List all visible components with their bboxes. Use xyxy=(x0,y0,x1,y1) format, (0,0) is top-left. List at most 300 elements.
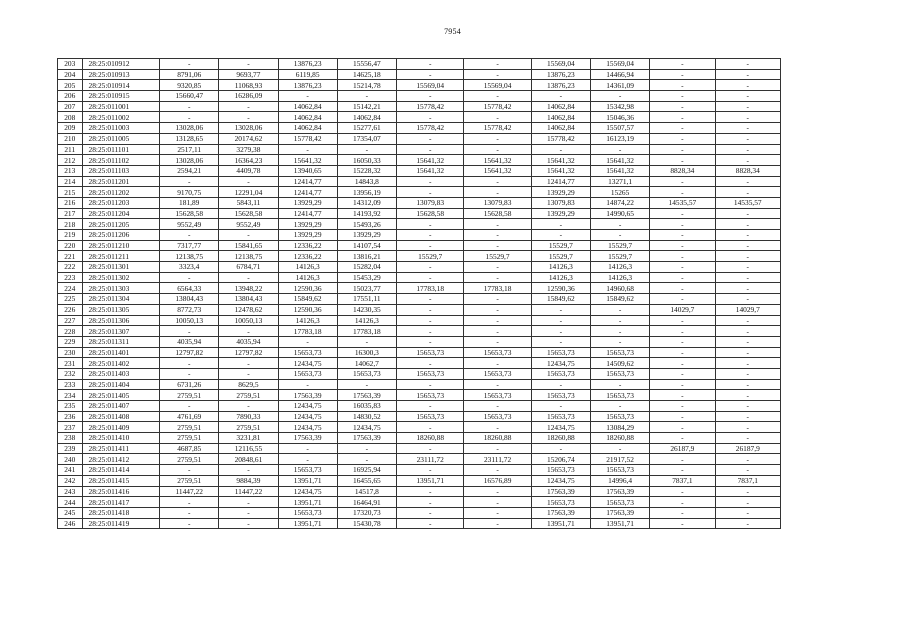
value-cell: 13951,71 xyxy=(278,475,337,486)
value-cell: 9552,49 xyxy=(160,219,219,230)
value-cell: - xyxy=(531,91,590,102)
cadastral-value-table xyxy=(57,58,781,529)
value-cell: - xyxy=(219,401,278,412)
value-cell: - xyxy=(650,230,715,241)
value-cell: - xyxy=(650,283,715,294)
value-cell: 14062,84 xyxy=(278,101,337,112)
value-cell: 4035,94 xyxy=(219,336,278,347)
value-cell: - xyxy=(396,507,463,518)
table-row xyxy=(58,133,781,144)
value-cell: 17783,18 xyxy=(396,283,463,294)
value-cell: - xyxy=(715,101,780,112)
value-cell: - xyxy=(396,315,463,326)
value-cell: 15282,04 xyxy=(337,262,396,273)
value-cell: 13079,83 xyxy=(531,197,590,208)
value-cell: 14062,84 xyxy=(531,123,590,134)
value-cell: 15556,47 xyxy=(337,59,396,70)
cadastral-quarter-cell: 28:25:011411 xyxy=(82,443,160,454)
value-cell: 15493,26 xyxy=(337,219,396,230)
cadastral-quarter-cell: 28:25:011418 xyxy=(82,507,160,518)
value-cell: 8791,06 xyxy=(160,69,219,80)
value-cell: 5843,11 xyxy=(219,197,278,208)
value-cell: 14517,8 xyxy=(337,486,396,497)
value-cell: 14193,92 xyxy=(337,208,396,219)
value-cell: 12434,75 xyxy=(278,422,337,433)
value-cell: - xyxy=(715,230,780,241)
value-cell: - xyxy=(715,411,780,422)
value-cell: 9552,49 xyxy=(219,219,278,230)
value-cell: 13876,23 xyxy=(531,80,590,91)
value-cell: 14535,57 xyxy=(650,197,715,208)
value-cell: - xyxy=(650,240,715,251)
value-cell: 12434,75 xyxy=(337,422,396,433)
table-row xyxy=(58,422,781,433)
value-cell: 9884,39 xyxy=(219,475,278,486)
value-cell: - xyxy=(715,262,780,273)
value-cell: 15849,62 xyxy=(531,294,590,305)
value-cell: 16576,89 xyxy=(464,475,531,486)
value-cell: - xyxy=(715,240,780,251)
row-number-cell: 241 xyxy=(58,465,83,476)
value-cell: 13951,71 xyxy=(278,497,337,508)
value-cell: 15653,73 xyxy=(464,368,531,379)
value-cell: - xyxy=(337,379,396,390)
table-row xyxy=(58,401,781,412)
value-cell: 15529,7 xyxy=(590,240,649,251)
value-cell: 16050,33 xyxy=(337,155,396,166)
value-cell: - xyxy=(396,240,463,251)
value-cell: 13951,71 xyxy=(396,475,463,486)
value-cell: 3231,81 xyxy=(219,433,278,444)
value-cell: 15342,98 xyxy=(590,101,649,112)
value-cell: - xyxy=(715,283,780,294)
value-cell: - xyxy=(464,326,531,337)
value-cell: 9320,85 xyxy=(160,80,219,91)
table-row xyxy=(58,144,781,155)
value-cell: 15641,32 xyxy=(396,155,463,166)
value-cell: - xyxy=(219,358,278,369)
value-cell: - xyxy=(590,315,649,326)
value-cell: 13804,43 xyxy=(219,294,278,305)
value-cell: 12414,77 xyxy=(531,176,590,187)
value-cell: - xyxy=(590,304,649,315)
value-cell: - xyxy=(590,144,649,155)
value-cell: 2759,51 xyxy=(160,422,219,433)
cadastral-quarter-cell: 28:25:011412 xyxy=(82,454,160,465)
value-cell: - xyxy=(278,91,337,102)
table-row xyxy=(58,454,781,465)
table-row xyxy=(58,486,781,497)
value-cell: 15653,73 xyxy=(396,390,463,401)
value-cell: 7890,33 xyxy=(219,411,278,422)
value-cell: 6564,33 xyxy=(160,283,219,294)
value-cell: 17551,11 xyxy=(337,294,396,305)
value-cell: - xyxy=(278,379,337,390)
value-cell: - xyxy=(715,368,780,379)
value-cell: - xyxy=(715,518,780,529)
value-cell: 12434,75 xyxy=(278,358,337,369)
value-cell: 13804,43 xyxy=(160,294,219,305)
value-cell: 13929,29 xyxy=(337,230,396,241)
value-cell: 12797,82 xyxy=(160,347,219,358)
cadastral-quarter-cell: 28:25:011403 xyxy=(82,368,160,379)
value-cell: 12414,77 xyxy=(278,187,337,198)
value-cell: - xyxy=(531,315,590,326)
table-row xyxy=(58,347,781,358)
value-cell: - xyxy=(715,59,780,70)
value-cell: 12797,82 xyxy=(219,347,278,358)
value-cell: - xyxy=(219,368,278,379)
value-cell: - xyxy=(531,443,590,454)
value-cell: 13956,19 xyxy=(337,187,396,198)
row-number-cell: 221 xyxy=(58,251,83,262)
value-cell: 13028,06 xyxy=(160,123,219,134)
value-cell: - xyxy=(715,155,780,166)
value-cell: 13929,29 xyxy=(278,197,337,208)
value-cell: - xyxy=(715,507,780,518)
row-number-cell: 208 xyxy=(58,112,83,123)
value-cell: 13028,06 xyxy=(219,123,278,134)
cadastral-quarter-cell: 28:25:011414 xyxy=(82,465,160,476)
table-row xyxy=(58,155,781,166)
value-cell: 13929,29 xyxy=(278,219,337,230)
value-cell: 15265 xyxy=(590,187,649,198)
cadastral-quarter-cell: 28:25:011405 xyxy=(82,390,160,401)
table-row xyxy=(58,475,781,486)
table-row xyxy=(58,390,781,401)
value-cell: 10050,13 xyxy=(160,315,219,326)
value-cell: 15569,04 xyxy=(396,80,463,91)
value-cell: 3323,4 xyxy=(160,262,219,273)
table-row xyxy=(58,411,781,422)
value-cell: - xyxy=(650,315,715,326)
value-cell: - xyxy=(278,454,337,465)
cadastral-quarter-cell: 28:25:011005 xyxy=(82,133,160,144)
value-cell: 12414,77 xyxy=(278,208,337,219)
value-cell: - xyxy=(650,390,715,401)
table-row xyxy=(58,497,781,508)
cadastral-quarter-cell: 28:25:011101 xyxy=(82,144,160,155)
value-cell: - xyxy=(396,401,463,412)
value-cell: 12434,75 xyxy=(278,486,337,497)
value-cell: 15641,32 xyxy=(464,155,531,166)
value-cell: 15628,58 xyxy=(396,208,463,219)
value-cell: 13876,23 xyxy=(278,59,337,70)
row-number-cell: 226 xyxy=(58,304,83,315)
value-cell: - xyxy=(396,443,463,454)
value-cell: - xyxy=(464,144,531,155)
cadastral-quarter-cell: 28:25:011416 xyxy=(82,486,160,497)
table-row xyxy=(58,465,781,476)
value-cell: - xyxy=(590,336,649,347)
cadastral-quarter-cell: 28:25:011103 xyxy=(82,165,160,176)
value-cell: 9170,75 xyxy=(160,187,219,198)
value-cell: - xyxy=(715,465,780,476)
value-cell: - xyxy=(464,272,531,283)
value-cell: - xyxy=(396,326,463,337)
value-cell: 14126,3 xyxy=(531,272,590,283)
value-cell: 17563,39 xyxy=(590,486,649,497)
table-row xyxy=(58,368,781,379)
value-cell: 12291,04 xyxy=(219,187,278,198)
value-cell: 12434,75 xyxy=(531,422,590,433)
value-cell: - xyxy=(531,144,590,155)
cadastral-quarter-cell: 28:25:011201 xyxy=(82,176,160,187)
value-cell: 18260,88 xyxy=(590,433,649,444)
value-cell: 14126,3 xyxy=(531,262,590,273)
cadastral-quarter-cell: 28:25:011304 xyxy=(82,294,160,305)
cadastral-quarter-cell: 28:25:011407 xyxy=(82,401,160,412)
value-cell: - xyxy=(650,208,715,219)
cadastral-quarter-cell: 28:25:011307 xyxy=(82,326,160,337)
value-cell: - xyxy=(715,358,780,369)
value-cell: - xyxy=(160,101,219,112)
cadastral-quarter-cell: 28:25:011409 xyxy=(82,422,160,433)
value-cell: 15653,73 xyxy=(278,347,337,358)
value-cell: - xyxy=(650,507,715,518)
value-cell: - xyxy=(337,144,396,155)
value-cell: 26187,9 xyxy=(650,443,715,454)
row-number-cell: 227 xyxy=(58,315,83,326)
value-cell: - xyxy=(650,69,715,80)
value-cell: 16035,83 xyxy=(337,401,396,412)
value-cell: 15641,32 xyxy=(278,155,337,166)
value-cell: - xyxy=(219,176,278,187)
value-cell: 16464,91 xyxy=(337,497,396,508)
value-cell: 15653,73 xyxy=(531,390,590,401)
value-cell: 4035,94 xyxy=(160,336,219,347)
value-cell: - xyxy=(160,518,219,529)
value-cell: - xyxy=(590,443,649,454)
value-cell: 14535,57 xyxy=(715,197,780,208)
row-number-cell: 244 xyxy=(58,497,83,508)
value-cell: 14312,09 xyxy=(337,197,396,208)
table-row xyxy=(58,112,781,123)
value-cell: 15628,58 xyxy=(160,208,219,219)
value-cell: 15641,32 xyxy=(531,165,590,176)
value-cell: 14126,3 xyxy=(590,272,649,283)
cadastral-quarter-cell: 28:25:011203 xyxy=(82,197,160,208)
value-cell: - xyxy=(715,69,780,80)
value-cell: - xyxy=(650,133,715,144)
row-number-cell: 211 xyxy=(58,144,83,155)
value-cell: 8772,73 xyxy=(160,304,219,315)
value-cell: 15778,42 xyxy=(464,101,531,112)
value-cell: 13951,71 xyxy=(278,518,337,529)
value-cell: 15653,73 xyxy=(590,390,649,401)
value-cell: - xyxy=(715,133,780,144)
value-cell: 2759,51 xyxy=(160,475,219,486)
value-cell: - xyxy=(396,187,463,198)
value-cell: - xyxy=(160,176,219,187)
value-cell: 14126,3 xyxy=(278,272,337,283)
value-cell: 14126,3 xyxy=(278,262,337,273)
value-cell: 15206,74 xyxy=(531,454,590,465)
value-cell: - xyxy=(715,208,780,219)
value-cell: - xyxy=(531,230,590,241)
value-cell: - xyxy=(464,465,531,476)
value-cell: 2517,11 xyxy=(160,144,219,155)
value-cell: - xyxy=(160,497,219,508)
value-cell: 15841,65 xyxy=(219,240,278,251)
row-number-cell: 237 xyxy=(58,422,83,433)
value-cell: - xyxy=(219,465,278,476)
value-cell: 21917,52 xyxy=(590,454,649,465)
cadastral-quarter-cell: 28:25:011102 xyxy=(82,155,160,166)
value-cell: 14466,94 xyxy=(590,69,649,80)
value-cell: - xyxy=(396,304,463,315)
value-cell: 16455,65 xyxy=(337,475,396,486)
value-cell: 13028,06 xyxy=(160,155,219,166)
value-cell: - xyxy=(396,133,463,144)
value-cell: - xyxy=(337,336,396,347)
value-cell: 17354,07 xyxy=(337,133,396,144)
value-cell: 12590,36 xyxy=(278,283,337,294)
value-cell: - xyxy=(650,401,715,412)
cadastral-quarter-cell: 28:25:010915 xyxy=(82,91,160,102)
value-cell: 12478,62 xyxy=(219,304,278,315)
value-cell: 15778,42 xyxy=(278,133,337,144)
row-number-cell: 205 xyxy=(58,80,83,91)
value-cell: 16364,23 xyxy=(219,155,278,166)
value-cell: - xyxy=(396,422,463,433)
row-number-cell: 224 xyxy=(58,283,83,294)
value-cell: 7317,77 xyxy=(160,240,219,251)
value-cell: - xyxy=(160,507,219,518)
value-cell: 17563,39 xyxy=(531,486,590,497)
row-number-cell: 235 xyxy=(58,401,83,412)
row-number-cell: 240 xyxy=(58,454,83,465)
value-cell: 14126,3 xyxy=(278,315,337,326)
row-number-cell: 216 xyxy=(58,197,83,208)
value-cell: - xyxy=(590,379,649,390)
value-cell: - xyxy=(650,433,715,444)
value-cell: - xyxy=(650,518,715,529)
cadastral-quarter-cell: 28:25:011401 xyxy=(82,347,160,358)
value-cell: - xyxy=(464,240,531,251)
value-cell: - xyxy=(396,91,463,102)
table-row xyxy=(58,518,781,529)
value-cell: 15277,61 xyxy=(337,123,396,134)
value-cell: 11447,22 xyxy=(219,486,278,497)
value-cell: - xyxy=(337,91,396,102)
cadastral-quarter-cell: 28:25:011303 xyxy=(82,283,160,294)
value-cell: - xyxy=(464,176,531,187)
value-cell: - xyxy=(650,411,715,422)
value-cell: 13951,71 xyxy=(531,518,590,529)
cadastral-quarter-cell: 28:25:010912 xyxy=(82,59,160,70)
value-cell: 15641,32 xyxy=(464,165,531,176)
cadastral-quarter-cell: 28:25:011002 xyxy=(82,112,160,123)
value-cell: - xyxy=(715,294,780,305)
value-cell: 12434,75 xyxy=(278,401,337,412)
value-cell: 15653,73 xyxy=(396,368,463,379)
value-cell: - xyxy=(219,101,278,112)
value-cell: 15641,32 xyxy=(590,165,649,176)
value-cell: 14509,62 xyxy=(590,358,649,369)
row-number-cell: 214 xyxy=(58,176,83,187)
row-number-cell: 228 xyxy=(58,326,83,337)
cadastral-quarter-cell: 28:25:011404 xyxy=(82,379,160,390)
value-cell: - xyxy=(219,112,278,123)
value-cell: - xyxy=(650,336,715,347)
value-cell: - xyxy=(337,443,396,454)
value-cell: - xyxy=(650,101,715,112)
value-cell: - xyxy=(590,219,649,230)
value-cell: 15653,73 xyxy=(278,507,337,518)
value-cell: - xyxy=(464,91,531,102)
value-cell: - xyxy=(160,112,219,123)
table-row xyxy=(58,251,781,262)
value-cell: 8629,5 xyxy=(219,379,278,390)
value-cell: - xyxy=(531,401,590,412)
value-cell: - xyxy=(396,336,463,347)
value-cell: 12138,75 xyxy=(219,251,278,262)
value-cell: - xyxy=(531,379,590,390)
value-cell: 15023,77 xyxy=(337,283,396,294)
value-cell: 2759,51 xyxy=(219,422,278,433)
value-cell: 13816,21 xyxy=(337,251,396,262)
table-row xyxy=(58,165,781,176)
cadastral-quarter-cell: 28:25:011302 xyxy=(82,272,160,283)
row-number-cell: 230 xyxy=(58,347,83,358)
value-cell: - xyxy=(715,454,780,465)
value-cell: 14830,52 xyxy=(337,411,396,422)
value-cell: 2759,51 xyxy=(160,433,219,444)
row-number-cell: 245 xyxy=(58,507,83,518)
value-cell: 17783,18 xyxy=(278,326,337,337)
value-cell: - xyxy=(650,251,715,262)
cadastral-quarter-cell: 28:25:011306 xyxy=(82,315,160,326)
value-cell: - xyxy=(396,59,463,70)
value-cell: 181,89 xyxy=(160,197,219,208)
value-cell: 12138,75 xyxy=(160,251,219,262)
row-number-cell: 217 xyxy=(58,208,83,219)
value-cell: - xyxy=(590,326,649,337)
value-cell: 15653,73 xyxy=(396,347,463,358)
value-cell: - xyxy=(160,358,219,369)
value-cell: 13128,65 xyxy=(160,133,219,144)
value-cell: 20174,62 xyxy=(219,133,278,144)
value-cell: 14062,84 xyxy=(337,112,396,123)
value-cell: 17563,39 xyxy=(531,507,590,518)
value-cell: - xyxy=(650,358,715,369)
value-cell: 18260,88 xyxy=(396,433,463,444)
value-cell: 7837,1 xyxy=(715,475,780,486)
value-cell: - xyxy=(396,112,463,123)
cadastral-quarter-cell: 28:25:011204 xyxy=(82,208,160,219)
value-cell: 14361,09 xyxy=(590,80,649,91)
value-cell: 15778,42 xyxy=(396,101,463,112)
value-cell: - xyxy=(650,187,715,198)
value-cell: - xyxy=(464,497,531,508)
value-cell: - xyxy=(715,486,780,497)
cadastral-quarter-cell: 28:25:011210 xyxy=(82,240,160,251)
table-row xyxy=(58,240,781,251)
value-cell: - xyxy=(650,454,715,465)
row-number-cell: 223 xyxy=(58,272,83,283)
value-cell: 13084,29 xyxy=(590,422,649,433)
value-cell: 17563,39 xyxy=(337,390,396,401)
value-cell: - xyxy=(396,518,463,529)
value-cell: - xyxy=(590,401,649,412)
value-cell: 13079,83 xyxy=(396,197,463,208)
table-row xyxy=(58,101,781,112)
value-cell: 17563,39 xyxy=(590,507,649,518)
value-cell: - xyxy=(464,401,531,412)
value-cell: 15653,73 xyxy=(278,465,337,476)
value-cell: - xyxy=(715,326,780,337)
